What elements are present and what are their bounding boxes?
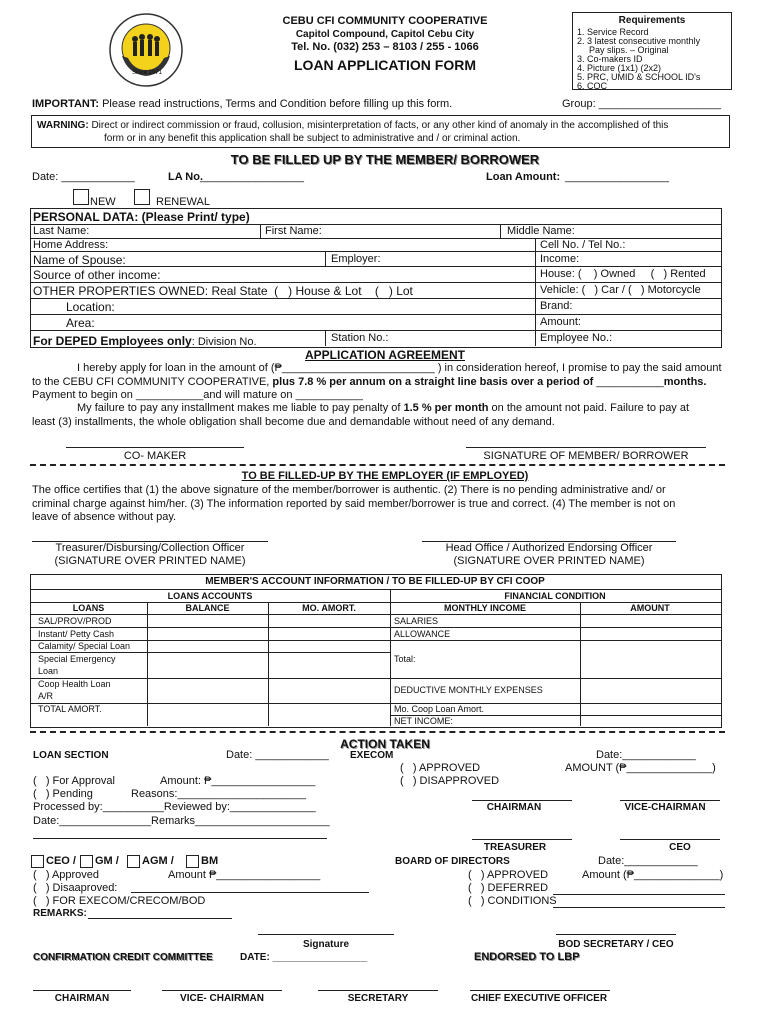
new-checkbox[interactable] [73,189,89,205]
loan-type-row: Special Emergency [38,654,116,664]
execom-treasurer-signature[interactable]: TREASURER [483,842,547,853]
loan-type-row: SAL/PROV/PROD [38,616,112,626]
gm-checkbox[interactable] [80,855,93,868]
employer-field[interactable]: Employer: [331,253,381,265]
agreement-line-3[interactable]: Payment to begin on ___________and will mature on ___________ [32,389,363,401]
area-field[interactable]: Area: [66,316,95,330]
requirement-item: 5. PRC, UMID & SCHOOL ID's [577,72,701,82]
agm-checkbox[interactable] [127,855,140,868]
loan-type-row: Coop Health Loan [38,679,111,689]
final-secretary-signature[interactable]: SECRETARY [347,993,409,1004]
org-name: CEBU CFI COMMUNITY COOPERATIVE [282,15,488,27]
col-loans: LOANS [72,603,105,613]
comaker-signature[interactable]: CO- MAKER [123,450,187,462]
org-address: Capitol Compound, Capitol Cebu City [295,29,475,40]
employer-section-title: TO BE FILLED-UP BY THE EMPLOYER (IF EMPLOYED) [241,470,529,482]
execom-approved-option[interactable]: ( ) APPROVED [400,762,481,774]
member-section-title: TO BE FILLED UP BY THE MEMBER/ BORROWER [230,152,540,167]
renewal-checkbox[interactable] [134,189,150,205]
important-label: IMPORTANT: [32,98,100,110]
cooperative-logo [108,12,184,88]
group-field[interactable]: Group: ____________________ [562,98,722,110]
logo-since-text: Since 1971 [132,70,163,76]
bm-checkbox[interactable] [186,855,199,868]
income-row: Mo. Coop Loan Amort. [394,704,485,714]
execom-label: EXECOM [350,750,394,761]
employer-cert-line-3: leave of absence without pay. [32,511,177,523]
income-row: Total: [394,654,416,664]
station-no-field[interactable]: Station No.: [331,332,389,344]
loan-type-row: Calamity/ Special Loan [38,641,131,651]
date-field[interactable]: Date: ____________ [32,171,135,183]
execom-date[interactable]: Date:____________ [596,749,696,761]
income-row: SALARIES [394,616,439,626]
col-amount: AMOUNT [630,603,670,613]
middle-name-field[interactable]: Middle Name: [507,225,575,237]
reasons-field[interactable]: Reasons:_____________________ [131,788,306,800]
financial-condition-header: FINANCIAL CONDITION [504,591,606,601]
col-mo-amort: MO. AMORT. [302,603,356,613]
other-properties-field[interactable]: OTHER PROPERTIES OWNED: Real State ( ) House & Lot ( ) Lot [33,284,413,298]
loan-period-field[interactable]: ___________ [596,376,664,388]
loan-section-amount[interactable]: Amount: ₱_________________ [160,775,316,787]
important-text: Please read instructions, Terms and Condition before filling up this form. [99,98,453,110]
agm-option-label: AGM / [142,855,174,867]
important-notice [32,98,452,110]
execom-ceo-signature[interactable]: CEO [669,842,691,853]
col-monthly-income: MONTHLY INCOME [443,603,526,613]
location-field[interactable]: Location: [66,300,115,314]
income-row: DEDUCTIVE MONTHLY EXPENSES [394,685,543,695]
warning-line-1 [37,120,668,131]
board-approved-option[interactable]: ( ) APPROVED [468,869,549,881]
employer-cert-line-1: The office certifies that (1) the above signature of the member/borrower is authentic. (2) There is no pending administrative and/ or [32,484,666,496]
income-field[interactable]: Income: [540,253,580,265]
spouse-field[interactable]: Name of Spouse: [33,253,126,267]
for-execom-option[interactable]: ( ) FOR EXECOM/CRECOM/BOD [33,895,206,907]
manager-signature[interactable]: Signature [302,939,350,950]
loan-amount-field[interactable]: _________________ [565,171,670,183]
col-balance: BALANCE [185,603,230,613]
agreement-penalty-text: My failure to pay any installment makes me liable to pay penalty of [77,402,404,414]
agreement-line-1: I hereby apply for loan in the amount of (₱_________________________ ) in consideration hereof, I promise to pay the said amount [77,362,722,374]
la-no-label: LA No. [168,171,204,183]
head-office-signature[interactable]: Head Office / Authorized Endorsing Officer [445,542,653,554]
final-ceo-signature[interactable]: CHIEF EXECUTIVE OFFICER [470,993,608,1004]
cell-no-field[interactable]: Cell No. / Tel No.: [540,239,626,251]
manager-amount[interactable]: Amount ₱_________________ [168,869,321,881]
org-telephone: Tel. No. (032) 253 – 8103 / 255 - 1066 [291,41,479,53]
loans-accounts-header: LOANS ACCOUNTS [167,591,253,601]
requirement-item: 3. Co-makers ID [577,54,643,64]
confirmation-credit-committee: CONFIRMATION CREDIT COMMITTEE [33,952,213,963]
board-of-directors-label: BOARD OF DIRECTORS [395,856,510,867]
requirement-item: Pay slips. – Original [589,45,669,55]
member-signature[interactable]: SIGNATURE OF MEMBER/ BORROWER [483,450,689,462]
agreement-line-5: least (3) installments, the whole obligation shall become due and demandable without need of any demand. [32,416,555,428]
warning-box [31,115,730,148]
bod-secretary-signature[interactable]: BOD SECRETARY / CEO [558,939,674,950]
agreement-line-2 [32,376,706,388]
requirement-item: 6. COC [577,81,608,91]
new-label: NEW [90,196,116,208]
agreement-penalty-tail: on the amount not paid. Failure to pay at [488,402,690,414]
bm-option-label: BM [201,855,219,867]
division-no-field[interactable]: : Division No. [191,336,257,348]
warning-line-2: form or in any benefit this application shall be subject to administrative and / or criminal action. [104,133,521,144]
la-no-field[interactable]: _________________ [200,171,305,183]
board-deferred-option[interactable]: ( ) DEFERRED [468,882,549,894]
loan-type-row: A/R [38,691,54,701]
agreement-title: APPLICATION AGREEMENT [304,348,465,362]
ceo-option-label: CEO / [46,855,76,867]
agreement-penalty-rate: 1.5 % per month [403,402,489,414]
treasurer-signature[interactable]: Treasurer/Disbursing/Collection Officer [55,542,245,554]
deped-label: For DEPED Employees only [33,334,192,348]
last-name-field[interactable]: Last Name: [33,225,90,237]
personal-data-title: PERSONAL DATA: (Please Print/ type) [33,210,250,224]
execom-amount[interactable]: AMOUNT (₱______________) [565,762,716,774]
requirements-box [572,12,732,90]
loan-type-row: TOTAL AMORT. [38,704,102,714]
requirement-item: 1. Service Record [577,27,649,37]
vehicle-amount-field[interactable]: Amount: [540,316,581,328]
requirement-item: 4. Picture (1x1) (2x2) [577,63,662,73]
other-income-field[interactable]: Source of other income: [33,268,161,282]
gm-option-label: GM / [95,855,119,867]
income-row: ALLOWANCE [394,629,451,639]
home-address-field[interactable]: Home Address: [33,239,109,251]
execom-vice-chairman-signature[interactable]: VICE-CHAIRMAN [624,802,706,813]
head-office-signature-note: (SIGNATURE OVER PRINTED NAME) [453,555,645,567]
action-taken-title: ACTION TAKEN [340,737,430,751]
agreement-interest: plus 7.8 % per annum on a straight line basis over a period of [272,376,597,388]
loan-section-label: LOAN SECTION [33,750,109,761]
manager-disapproved-option[interactable]: ( ) Disaaproved: [33,882,118,894]
execom-chairman-signature[interactable]: CHAIRMAN [486,802,542,813]
manager-approved-option[interactable]: ( ) Approved [33,869,100,881]
processed-reviewed-field[interactable]: Processed by:__________Reviewed by:______________ [33,801,316,813]
confirmation-date[interactable]: DATE: _________________ [240,952,368,963]
date-remarks-field[interactable]: Date:_______________Remarks______________________ [33,815,330,827]
house-ownership-field[interactable]: House: ( ) Owned ( ) Rented [540,268,706,280]
form-title: LOAN APPLICATION FORM [294,57,476,73]
ceo-checkbox[interactable] [31,855,44,868]
agreement-months: months. [663,376,707,388]
for-approval-option[interactable]: ( ) For Approval [33,775,115,787]
deped-row [33,332,257,350]
first-name-field[interactable]: First Name: [265,225,322,237]
loan-type-row: Instant/ Petty Cash [38,629,115,639]
brand-field[interactable]: Brand: [540,300,573,312]
agreement-coop-text: to the CEBU CFI COMMUNITY COOPERATIVE, [32,376,273,388]
requirements-title: Requirements [618,15,686,26]
vehicle-field[interactable]: Vehicle: ( ) Car / ( ) Motorcycle [540,284,701,296]
treasurer-signature-note: (SIGNATURE OVER PRINTED NAME) [54,555,246,567]
board-date[interactable]: Date:____________ [598,855,698,867]
loan-section-date[interactable]: Date: ____________ [226,749,329,761]
board-amount[interactable]: Amount (₱______________) [582,869,724,881]
renewal-label: RENEWAL [156,196,210,208]
requirement-item: 2. 3 latest consecutive monthly [577,36,701,46]
loan-type-row: Loan [38,666,59,676]
board-conditions-option[interactable]: ( ) CONDITIONS [468,895,557,907]
employee-no-field[interactable]: Employee No.: [540,332,613,344]
agreement-line-4 [77,402,689,414]
income-row: NET INCOME: [394,716,453,726]
remarks-label: REMARKS: [33,908,87,919]
account-info-title: MEMBER'S ACCOUNT INFORMATION / TO BE FILLED-UP BY CFI COOP [205,576,545,587]
warning-label: WARNING: [37,120,89,131]
warning-text-1: Direct or indirect commission or fraud, collusion, misinterpretation of facts, or any other kind of anomaly in the accomplished of this [88,120,669,131]
loan-amount-label: Loan Amount: [486,171,561,183]
final-chairman-signature[interactable]: CHAIRMAN [54,993,110,1004]
pending-option[interactable]: ( ) Pending [33,788,93,800]
employer-cert-line-2: criminal charge against him/her. (3) The information reported by said member/borrower is true and correct. (4) The member is not on [32,498,676,510]
execom-disapproved-option[interactable]: ( ) DISAPPROVED [400,775,500,787]
endorsed-to-lbp: ENDORSED TO LBP [474,951,580,963]
final-vice-chairman-signature[interactable]: VICE- CHAIRMAN [180,993,264,1004]
